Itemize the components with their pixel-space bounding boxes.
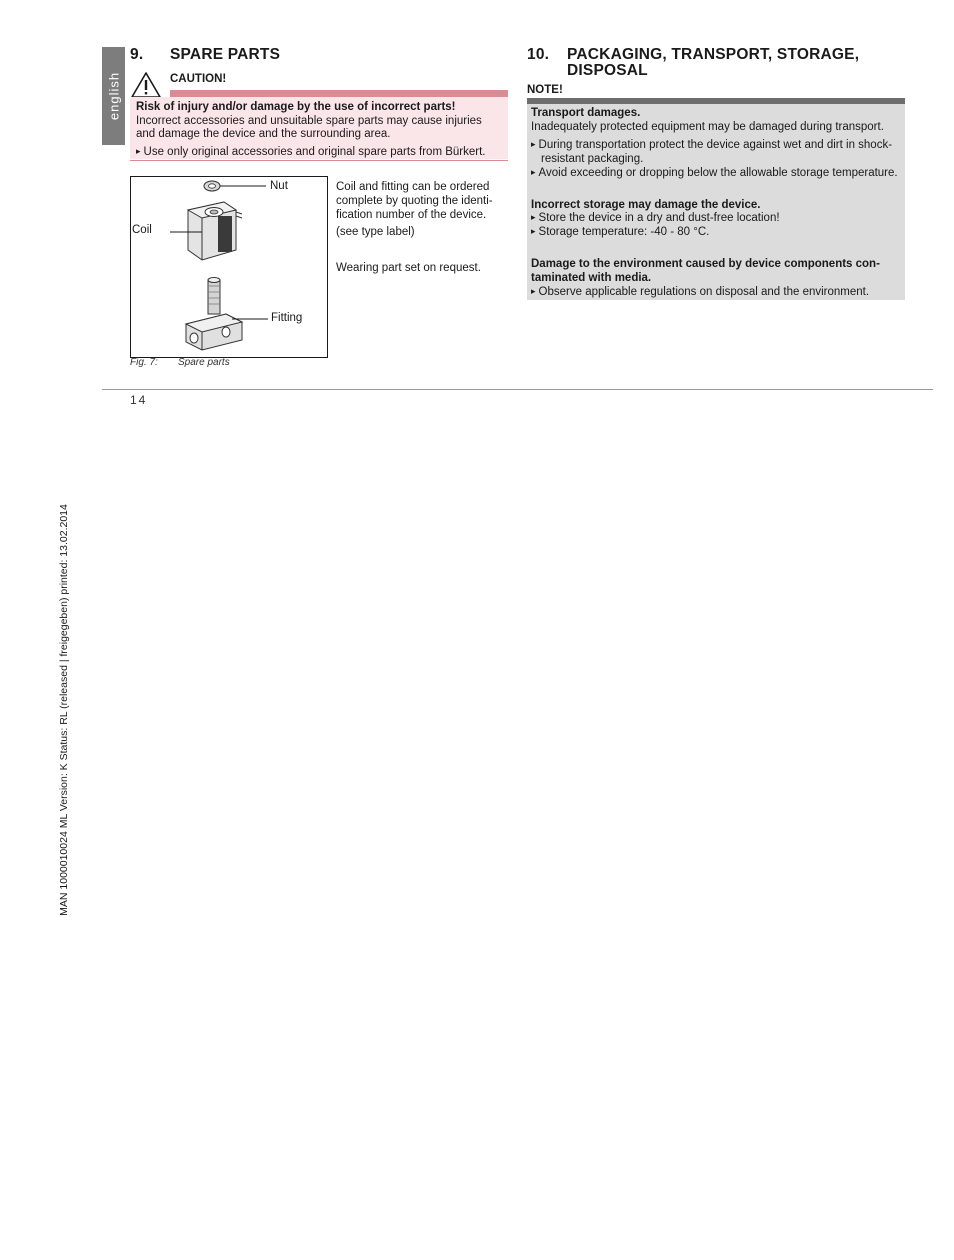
nut-drawing	[204, 181, 220, 191]
note-label: NOTE!	[527, 84, 563, 96]
spare-parts-drawing	[130, 176, 328, 358]
figure-label-fitting: Fitting	[271, 312, 303, 324]
figure-caption-text: Spare parts	[178, 357, 230, 368]
note-environment-bullet: ▸ Observe applicable regulations on disposal and the environment.	[531, 286, 869, 300]
caution-body-line-1: Incorrect accessories and unsuitable spare parts may cause injuries	[136, 115, 482, 127]
section-10-heading	[527, 46, 907, 82]
spare-parts-text-line-1: Coil and fitting can be ordered	[336, 181, 490, 193]
figure-caption-number: Fig. 7:	[130, 357, 158, 368]
language-tab-label: english	[106, 71, 121, 121]
note-transport-heading: Transport damages.	[531, 107, 641, 119]
spare-parts-text-line-4: (see type label)	[336, 226, 415, 238]
note-transport-bullet-1: ▸ During transportation protect the device against wet and dirt in shock-	[531, 139, 892, 153]
note-storage-bullet-1: ▸ Store the device in a dry and dust-free location!	[531, 212, 780, 226]
spare-parts-text-line-5: Wearing part set on request.	[336, 262, 481, 274]
note-storage-bullet-2: ▸ Storage temperature: -40 - 80 °C.	[531, 226, 709, 240]
coil-drawing	[188, 202, 242, 260]
spare-parts-text-line-3: fication number of the device.	[336, 209, 487, 221]
fitting-drawing	[186, 278, 242, 351]
caution-label: CAUTION!	[170, 73, 227, 85]
spare-parts-text-line-2: complete by quoting the identi-	[336, 195, 493, 207]
section-9-heading	[130, 46, 490, 66]
document-side-info: MAN 1000010024 ML Version: K Status: RL (released | freigegeben) printed: 13.02.2014	[58, 504, 70, 916]
section-10-title-line-2: DISPOSAL	[567, 62, 648, 79]
note-transport-body: Inadequately protected equipment may be damaged during transport.	[531, 121, 884, 133]
section-9-title: SPARE PARTS	[170, 46, 281, 63]
note-transport-bullet-2: ▸ Avoid exceeding or dropping below the allowable storage temperature.	[531, 167, 898, 181]
note-transport-bullet-1-cont: resistant packaging.	[541, 153, 644, 165]
figure-label-nut: Nut	[270, 180, 288, 192]
language-tab	[102, 47, 125, 145]
footer-divider	[102, 389, 933, 390]
note-storage-heading: Incorrect storage may damage the device.	[531, 199, 761, 211]
page-number: 14	[130, 393, 148, 407]
caution-bullet: ▸ Use only original accessories and original spare parts from Bürkert.	[136, 146, 486, 160]
note-environment-heading-line-1: Damage to the environment caused by device components con-	[531, 258, 880, 270]
section-9-number: 9.	[130, 46, 144, 63]
caution-bar	[170, 90, 508, 97]
figure-label-coil: Coil	[132, 224, 152, 236]
caution-divider	[130, 160, 508, 161]
caution-body-line-2: and damage the device and the surrounding area.	[136, 128, 391, 140]
caution-heading: Risk of injury and/or damage by the use of incorrect parts!	[136, 101, 456, 113]
warning-triangle-icon	[130, 71, 162, 99]
section-10-title-line-1: PACKAGING, TRANSPORT, STORAGE,	[567, 46, 860, 63]
note-environment-heading-line-2: taminated with media.	[531, 272, 652, 284]
section-10-number: 10.	[527, 46, 550, 63]
